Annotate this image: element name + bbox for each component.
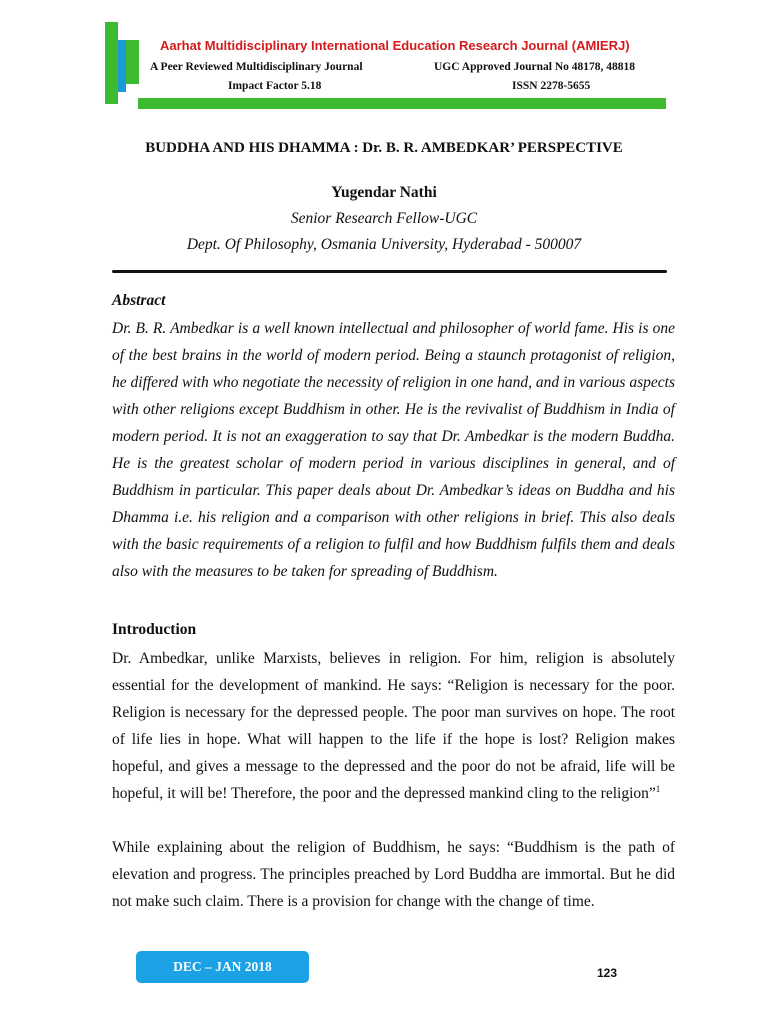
issue-date-badge [136, 951, 309, 983]
introduction-paragraph-2: While explaining about the religion of Buddhism, he says: “Buddhism is the path of elevation and progress. The principles preached by Lord Buddha are immortal. But he did not make such claim. There is a provision for change with the change of time. [112, 839, 675, 910]
issue-date-label: DEC – JAN 2018 [173, 959, 272, 974]
logo-bar-green-small [126, 40, 139, 84]
header-bar-green [138, 98, 666, 109]
paper-title: BUDDHA AND HIS DHAMMA : Dr. B. R. AMBEDKAR’ PERSPECTIVE [145, 140, 623, 156]
impact-factor: Impact Factor 5.18 [228, 80, 322, 92]
introduction-heading: Introduction [112, 621, 197, 638]
author-name: Yugendar Nathi [331, 184, 437, 201]
introduction-paragraph-1-text: Dr. Ambedkar, unlike Marxists, believes in religion. For him, religion is absolutely essential for the development of mankind. He says: “Religion is necessary for the poor. Religion is necessary for the depressed people. The poor man survives on hope. The root of life lies in hope. What will happen to the life if the hope is lost? Religion makes hopeful, and gives a message to the depressed and the poor do not be afraid, life will be hopeful, it will be! Therefore, the poor and the depressed mankind cling to the religion” [112, 650, 675, 802]
logo-bar-green [105, 22, 118, 104]
divider-rule [112, 270, 667, 273]
abstract-text: Dr. B. R. Ambedkar is a well known intellectual and philosopher of world fame. His is one of the best brains in the world of modern period. Being a staunch protagonist of religion, he differed with who negotiate the necessity of religion in one hand, and in various aspects with other religions except Buddhism in other. He is the revivalist of Buddhism in India of modern period. It is not an exaggeration to say that Dr. Ambedkar is the modern Buddha. He is the greatest scholar of modern period in various disciplines in general, and of Buddhism in particular. This paper deals about Dr. Ambedkar’s ideas on Buddha and his Dhamma i.e. his religion and a comparison with other religions in brief. This also deals with the basic requirements of a religion to fulfil and how Buddhism fulfils them and deals also with the measures to be taken for spreading of Buddhism. [112, 320, 675, 580]
journal-title: Aarhat Multidisciplinary International Education Research Journal (AMIERJ) [160, 38, 630, 53]
logo-bar-blue [118, 40, 126, 92]
author-department: Dept. Of Philosophy, Osmania University, Hyderabad - 500007 [186, 236, 582, 253]
introduction-paragraph-1 [112, 645, 675, 807]
peer-reviewed-label: A Peer Reviewed Multidisciplinary Journal [150, 61, 363, 73]
page-number: 123 [597, 966, 618, 980]
issn: ISSN 2278-5655 [512, 80, 591, 92]
ugc-approval: UGC Approved Journal No 48178, 48818 [434, 61, 636, 73]
author-role: Senior Research Fellow-UGC [290, 210, 478, 227]
abstract-heading: Abstract [112, 292, 166, 309]
footnote-marker[interactable]: 1 [655, 783, 661, 794]
